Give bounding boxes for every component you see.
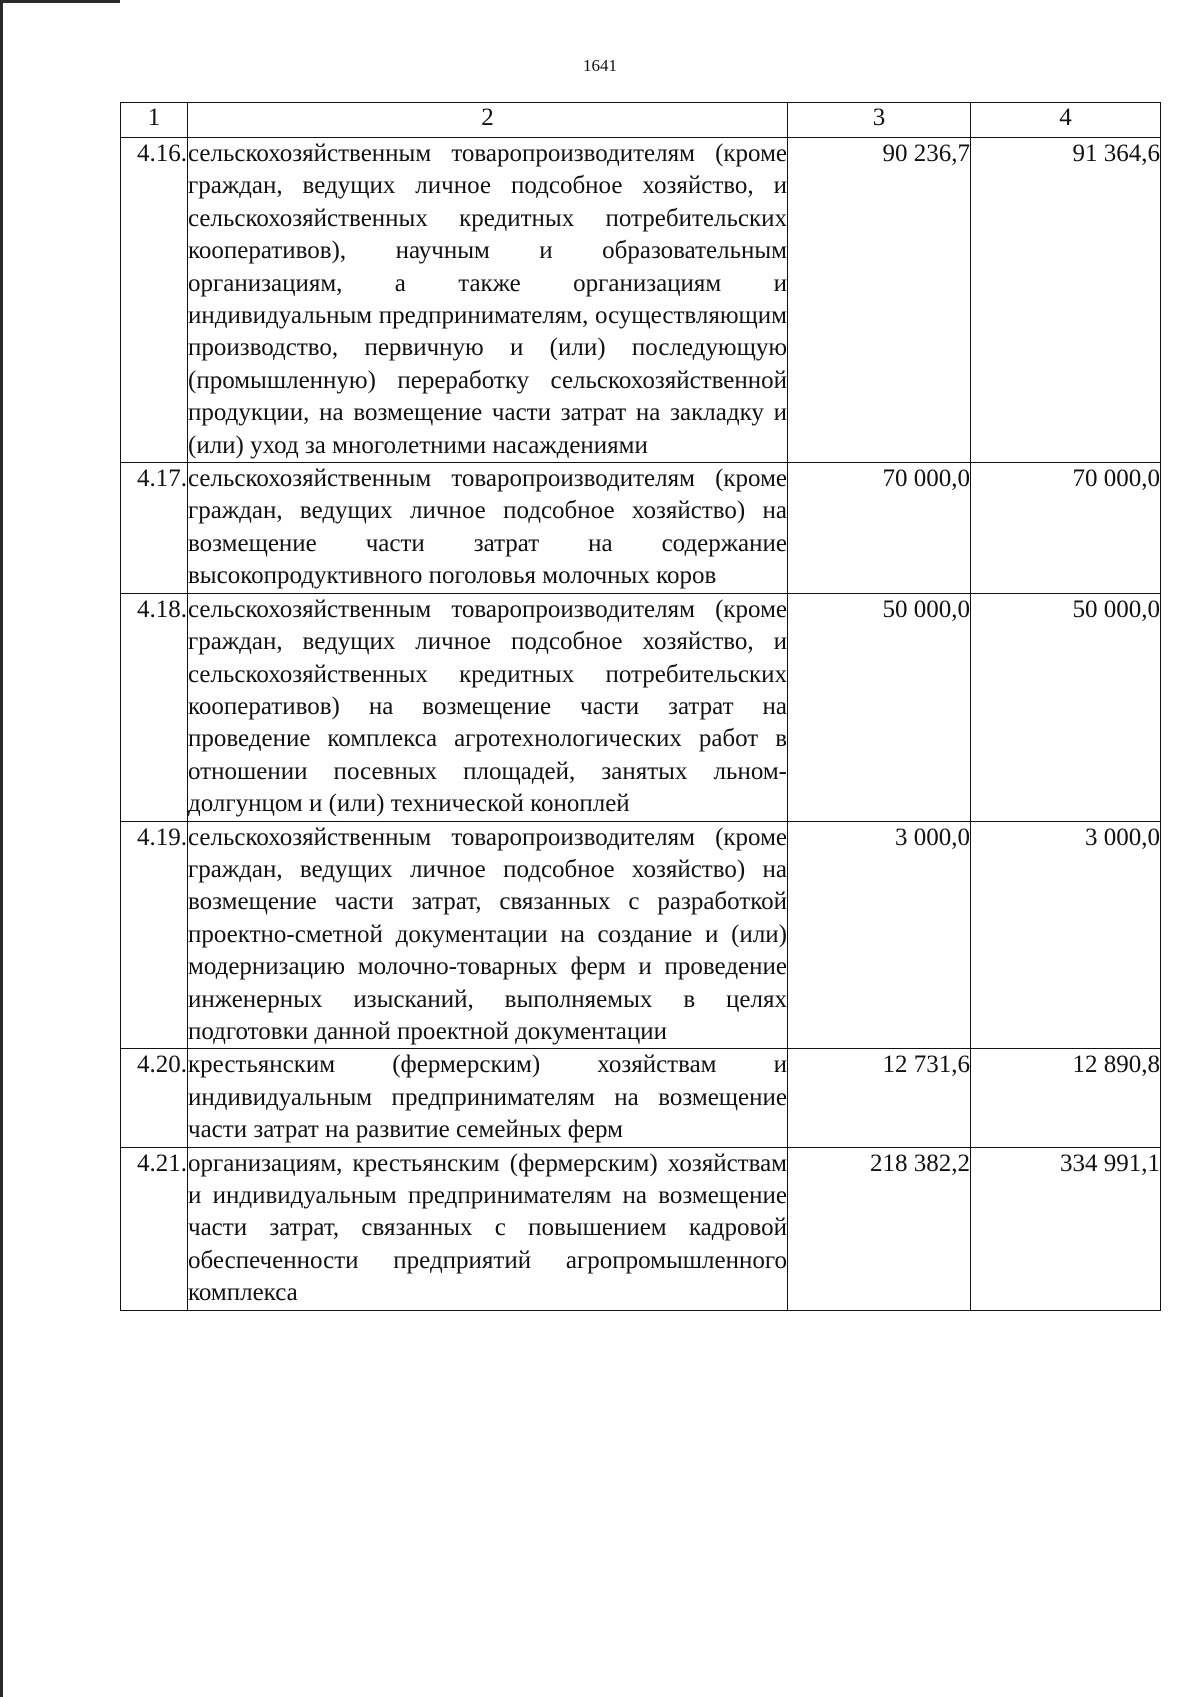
row-number: 4.16. [121, 138, 188, 463]
row-description: сельскохозяйственным товаропроизводителям (кроме граждан, ведущих личное подсобное хозяйство, и сельскохозяйственных кредитных потребительских кооперативов), научным и образовательным организациям, а также организациям и индивидуальным предпринимателям, осуществляющим производство, первичную и (или) последующую (промышленную) переработку сельскохозяйственной продукции, на возмещение части затрат на закладку и (или) уход за многолетними насаждениями [188, 138, 788, 463]
row-value-col3: 90 236,7 [788, 138, 971, 463]
header-col-3: 3 [788, 103, 971, 138]
row-description: сельскохозяйственным товаропроизводителям (кроме граждан, ведущих личное подсобное хозяйство, и сельскохозяйственных кредитных потребительских кооперативов) на возмещение части затрат на проведение комплекса агротехнологических работ в отношении посевных площадей, занятых льном-долгунцом и (или) технической коноплей [188, 593, 788, 821]
page-number: 1641 [583, 56, 617, 75]
table-row [121, 821, 1161, 1049]
row-value-col4: 12 890,8 [971, 1049, 1161, 1147]
table-row [121, 463, 1161, 594]
row-value-col4: 70 000,0 [971, 463, 1161, 594]
scan-border-left [0, 0, 3, 1697]
row-value-col3: 12 731,6 [788, 1049, 971, 1147]
scan-border-top [0, 0, 120, 3]
header-col-2: 2 [188, 103, 788, 138]
row-number: 4.21. [121, 1147, 188, 1310]
header-col-1: 1 [121, 103, 188, 138]
row-value-col3: 70 000,0 [788, 463, 971, 594]
table-row [121, 1049, 1161, 1147]
table-row [121, 138, 1161, 463]
row-number: 4.17. [121, 463, 188, 594]
header-row [121, 103, 1161, 138]
row-value-col4: 3 000,0 [971, 821, 1161, 1049]
row-description: сельскохозяйственным товаропроизводителям (кроме граждан, ведущих личное подсобное хозяйство) на возмещение части затрат, связанных с разработкой проектно-сметной документации на создание и (или) модернизацию молочно-товарных ферм и проведение инженерных изысканий, выполняемых в целях подготовки данной проектной документации [188, 821, 788, 1049]
row-description: крестьянским (фермерским) хозяйствам и индивидуальным предпринимателям на возмещение части затрат на развитие семейных ферм [188, 1049, 788, 1147]
row-value-col4: 50 000,0 [971, 593, 1161, 821]
row-number: 4.19. [121, 821, 188, 1049]
table-header [121, 103, 1161, 138]
row-description: сельскохозяйственным товаропроизводителям (кроме граждан, ведущих личное подсобное хозяйство) на возмещение части затрат на содержание высокопродуктивного поголовья молочных коров [188, 463, 788, 594]
header-col-4: 4 [971, 103, 1161, 138]
row-value-col3: 50 000,0 [788, 593, 971, 821]
table-body [121, 138, 1161, 1311]
row-number: 4.18. [121, 593, 188, 821]
row-number: 4.20. [121, 1049, 188, 1147]
table-row [121, 593, 1161, 821]
row-value-col3: 3 000,0 [788, 821, 971, 1049]
row-value-col4: 334 991,1 [971, 1147, 1161, 1310]
table-row [121, 1147, 1161, 1310]
row-value-col3: 218 382,2 [788, 1147, 971, 1310]
budget-table [120, 102, 1161, 1311]
row-value-col4: 91 364,6 [971, 138, 1161, 463]
row-description: организациям, крестьянским (фермерским) хозяйствам и индивидуальным предпринимателям на возмещение части затрат, связанных с повышением кадровой обеспеченности предприятий агропромышленного комплекса [188, 1147, 788, 1310]
